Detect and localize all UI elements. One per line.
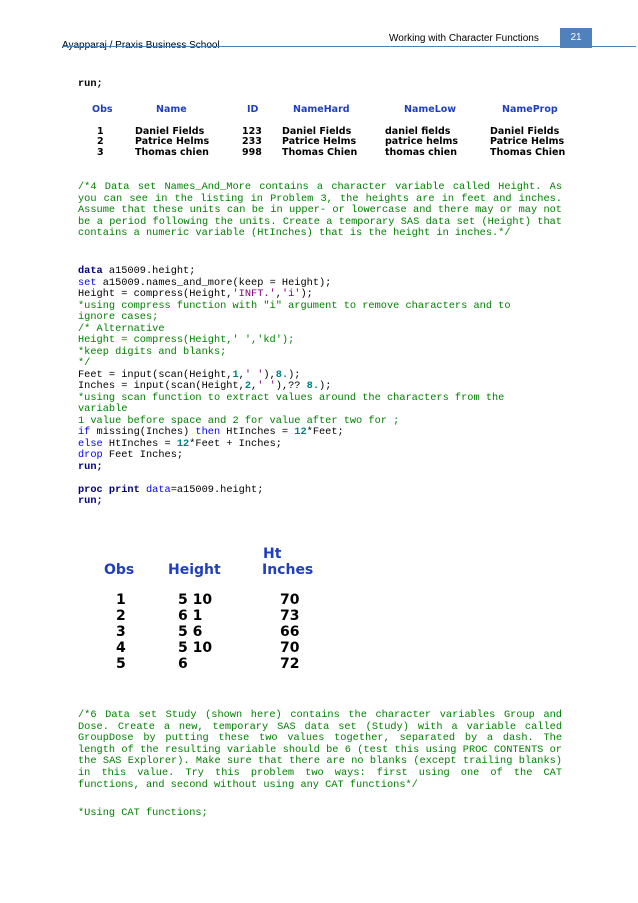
table-cell: 3 bbox=[116, 624, 126, 640]
table-cell: 72 bbox=[280, 656, 300, 672]
problem-6-comment: /*6 Data set Study (shown here) contains the character variables Group and Dose. Create a new, temporary SAS data set (Study) with a variable called GroupDose by putting these two values together, separated by a dash. The length of the resulting variable should be 6 (test this using PROC CONTENTS or the SAS Explorer). Make sure that there are no blanks (except trailing blanks) in this value. Try this problem two ways: first using one of the CAT functions, and second without using any CAT functions*/ bbox=[78, 709, 562, 791]
col-header-namelow: NameLow bbox=[404, 104, 457, 115]
col-header-height: Height bbox=[168, 562, 221, 578]
col-header-ht: Ht bbox=[263, 546, 282, 562]
code-block-height: data a15009.height; set a15009.names_and_more(keep = Height); Height = compress(Height,'INFT.','i'); *using compress function with "i" argument to remove characters and to ignore cases; /* Alternative Height = compress(Height,' ','kd'); *keep digits and blanks; */ Feet = input(scan(Height,1,' '),8.); Inches = input(scan(Height,2,' '),?? 8.); *using scan function to extract values around the characters from the variable 1 value before space and 2 for value after two for ; if missing(Inches) then HtInches = 12*Feet; else HtInches = 12*Feet + Inches; drop Feet Inches; run; proc print data=a15009.height; run; bbox=[78, 265, 511, 507]
col-header-name: Name bbox=[156, 104, 187, 115]
table-cell: 1 bbox=[116, 592, 126, 608]
table-cell: 70 bbox=[280, 640, 300, 656]
header-title: Working with Character Functions bbox=[389, 33, 539, 44]
problem-4-comment: /*4 Data set Names_And_More contains a character variable called Height. As you can see in the listing in Problem 3, the heights are in feet and inches. Assume that these units can be in upper- or lowercase and there may or may not be a period following the units. Create a temporary SAS data set (Height) that contains a numeric variable (HtInches) that is the height in inches.*/ bbox=[78, 181, 562, 240]
col-header-inches: Inches bbox=[262, 562, 314, 578]
table-cell: 66 bbox=[280, 624, 300, 640]
table-cell: 5 10 bbox=[178, 640, 213, 656]
header-rule bbox=[62, 46, 636, 47]
code-comment-cat: *Using CAT functions; bbox=[78, 807, 208, 819]
table-cell: 5 bbox=[116, 656, 126, 672]
page-number: 21 bbox=[560, 28, 592, 48]
table-cell: 5 6 bbox=[178, 624, 203, 640]
table-cell: 2 bbox=[116, 608, 126, 624]
table-cell: 73 bbox=[280, 608, 300, 624]
table-cell: 70 bbox=[280, 592, 300, 608]
table-cell: 6 bbox=[178, 656, 188, 672]
table-cell: 4 bbox=[116, 640, 126, 656]
col-header-nameprop: NameProp bbox=[502, 104, 558, 115]
col-header-obs: Obs bbox=[104, 562, 135, 578]
col-header-obs: Obs bbox=[92, 104, 113, 115]
col-header-id: ID bbox=[247, 104, 259, 115]
table-cell: 5 10 bbox=[178, 592, 213, 608]
col-header-namehard: NameHard bbox=[293, 104, 350, 115]
code-run-1: run; bbox=[78, 78, 103, 90]
table-cell: 6 1 bbox=[178, 608, 203, 624]
